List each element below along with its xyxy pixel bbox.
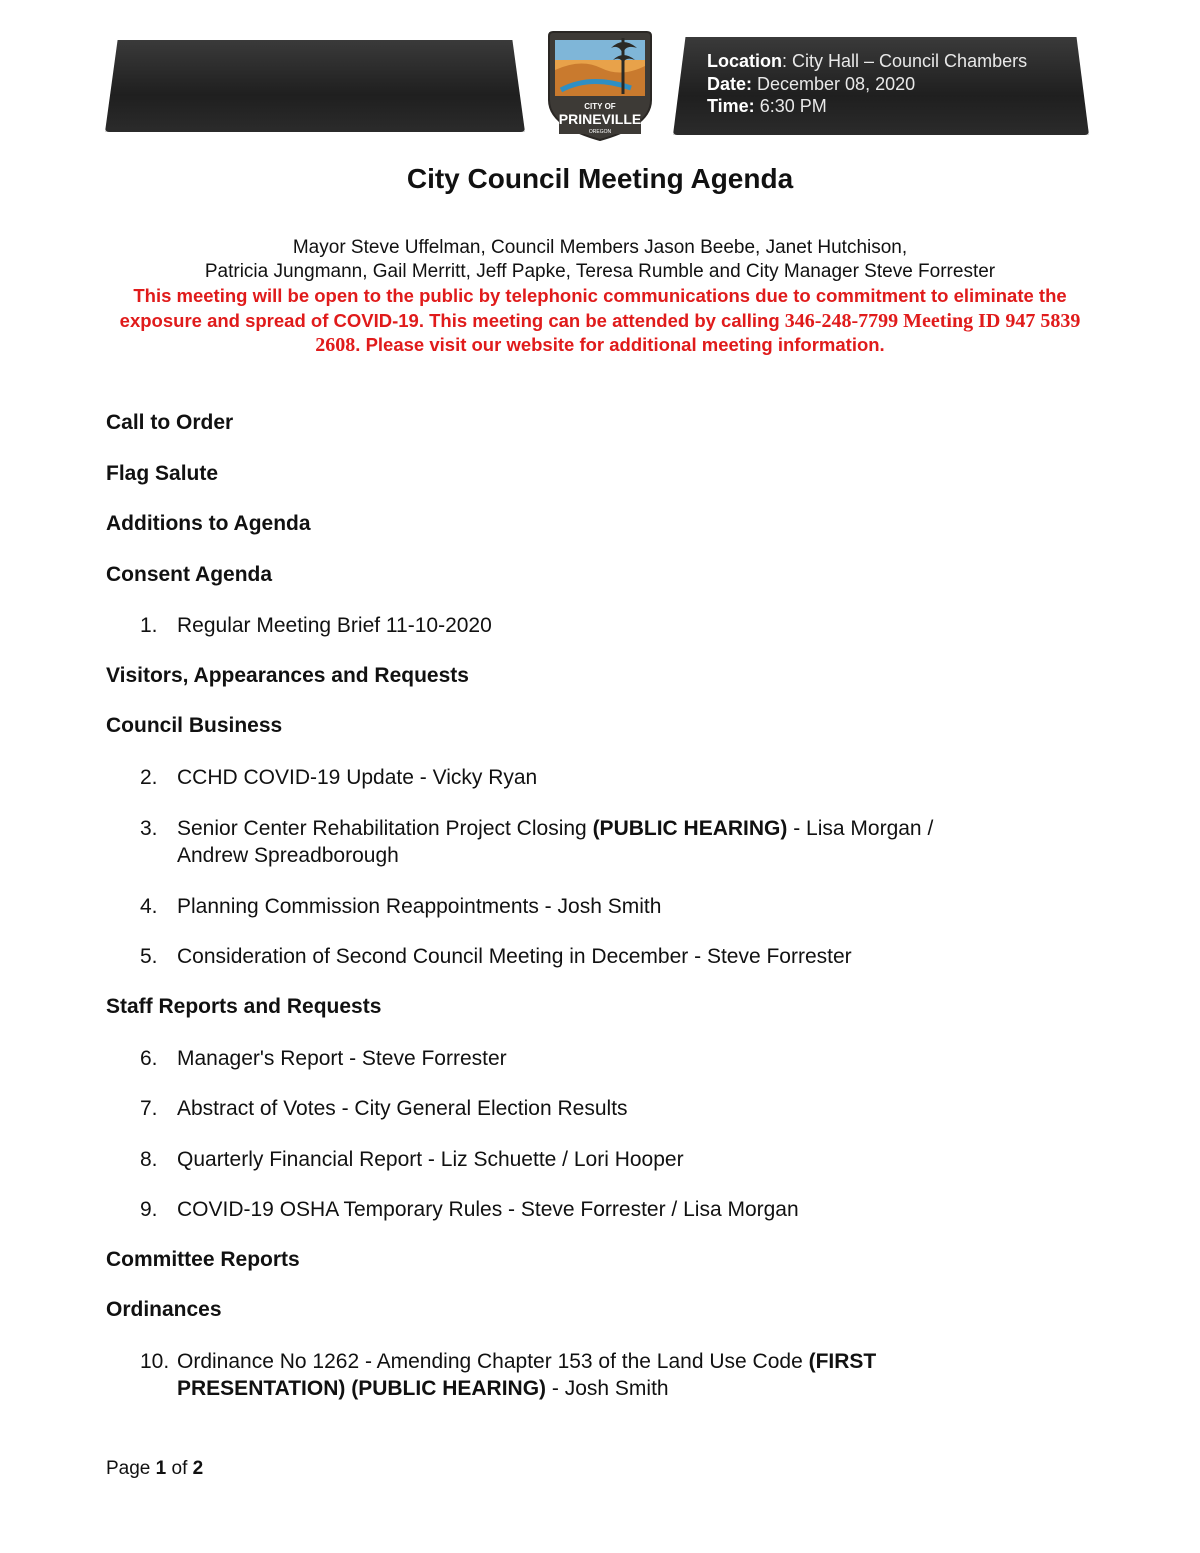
date-label: Date: xyxy=(707,73,753,94)
members-line1: Mayor Steve Uffelman, Council Members Jason Beebe, Janet Hutchison, xyxy=(292,237,908,258)
item-number: 7. xyxy=(140,1097,158,1120)
logo-line1: CITY OF xyxy=(584,102,616,111)
section-additions: Additions to Agenda xyxy=(106,512,311,535)
section-flag-salute: Flag Salute xyxy=(106,462,219,485)
item-text: Consideration of Second Council Meeting in December - Steve Forrester xyxy=(177,945,852,968)
item-text: Planning Commission Reappointments - Josh Smith xyxy=(177,895,662,918)
item-line2: Andrew Spreadborough xyxy=(177,844,399,867)
page-of: of xyxy=(166,1458,193,1479)
item-text xyxy=(177,1348,1037,1402)
location-label: Location xyxy=(707,51,782,71)
item-text: Manager's Report - Steve Forrester xyxy=(177,1047,507,1070)
item-number: 1. xyxy=(140,614,158,637)
time-label: Time: xyxy=(707,96,755,116)
section-ordinances: Ordinances xyxy=(106,1298,222,1321)
date-value: December 08, 2020 xyxy=(752,73,916,94)
logo-line3: OREGON xyxy=(588,129,612,135)
logo-line2: PRINEVILLE xyxy=(558,111,642,127)
page-number xyxy=(106,1458,203,1480)
page-total: 2 xyxy=(192,1458,204,1479)
item-number: 10. xyxy=(140,1350,170,1373)
notice-part1: This meeting will be open to the public by telephonic communications due to commitment to eliminate the exposure and spread of COVID-19. This meeting can be attended by calling xyxy=(119,285,1067,331)
item-text xyxy=(177,815,1037,869)
notice-part2: . Please visit our website for additional meeting information. xyxy=(355,334,885,355)
item-bold: (FIRST xyxy=(808,1350,877,1373)
item-text-a: Ordinance No 1262 - Amending Chapter 153 of the Land Use Code xyxy=(177,1350,809,1373)
item-number: 5. xyxy=(140,945,158,968)
section-council-business: Council Business xyxy=(106,714,283,737)
covid-notice xyxy=(100,284,1100,358)
header-left-bar xyxy=(105,40,525,132)
page-title: City Council Meeting Agenda xyxy=(406,163,794,194)
notice-phone: 346-248-7799 Meeting ID 947 5839 2608 xyxy=(315,309,1081,356)
item-number: 3. xyxy=(140,817,158,840)
item-number: 9. xyxy=(140,1198,158,1221)
section-visitors: Visitors, Appearances and Requests xyxy=(106,664,469,687)
item-text: COVID-19 OSHA Temporary Rules - Steve Forrester / Lisa Morgan xyxy=(177,1198,799,1221)
section-call-to-order: Call to Order xyxy=(106,411,234,434)
item-number: 4. xyxy=(140,895,158,918)
item-number: 6. xyxy=(140,1047,158,1070)
item-text-b: - Lisa Morgan / xyxy=(787,817,934,840)
item-text-b: - Josh Smith xyxy=(546,1377,669,1400)
page-current: 1 xyxy=(155,1458,167,1479)
city-logo xyxy=(541,30,659,142)
item-bold2: PRESENTATION) (PUBLIC HEARING) xyxy=(177,1377,547,1400)
members-line2: Patricia Jungmann, Gail Merritt, Jeff Papke, Teresa Rumble and City Manager Steve Forrester xyxy=(204,261,996,282)
council-members xyxy=(0,236,1200,284)
location-value: : City Hall – Council Chambers xyxy=(782,51,1028,71)
section-consent: Consent Agenda xyxy=(106,563,273,586)
item-text: CCHD COVID-19 Update - Vicky Ryan xyxy=(177,766,538,789)
item-text: Quarterly Financial Report - Liz Schuette / Lori Hooper xyxy=(177,1148,684,1171)
item-text: Abstract of Votes - City General Election Results xyxy=(177,1097,628,1120)
item-number: 8. xyxy=(140,1148,158,1171)
section-committee: Committee Reports xyxy=(106,1248,300,1271)
page-label: Page xyxy=(106,1458,156,1479)
item-number: 2. xyxy=(140,766,158,789)
item-bold: (PUBLIC HEARING) xyxy=(592,817,788,840)
item-text-a: Senior Center Rehabilitation Project Closing xyxy=(177,817,593,840)
meeting-info xyxy=(707,50,1027,118)
time-value: 6:30 PM xyxy=(754,96,827,116)
item-text: Regular Meeting Brief 11-10-2020 xyxy=(177,614,492,637)
section-staff-reports: Staff Reports and Requests xyxy=(106,995,382,1018)
